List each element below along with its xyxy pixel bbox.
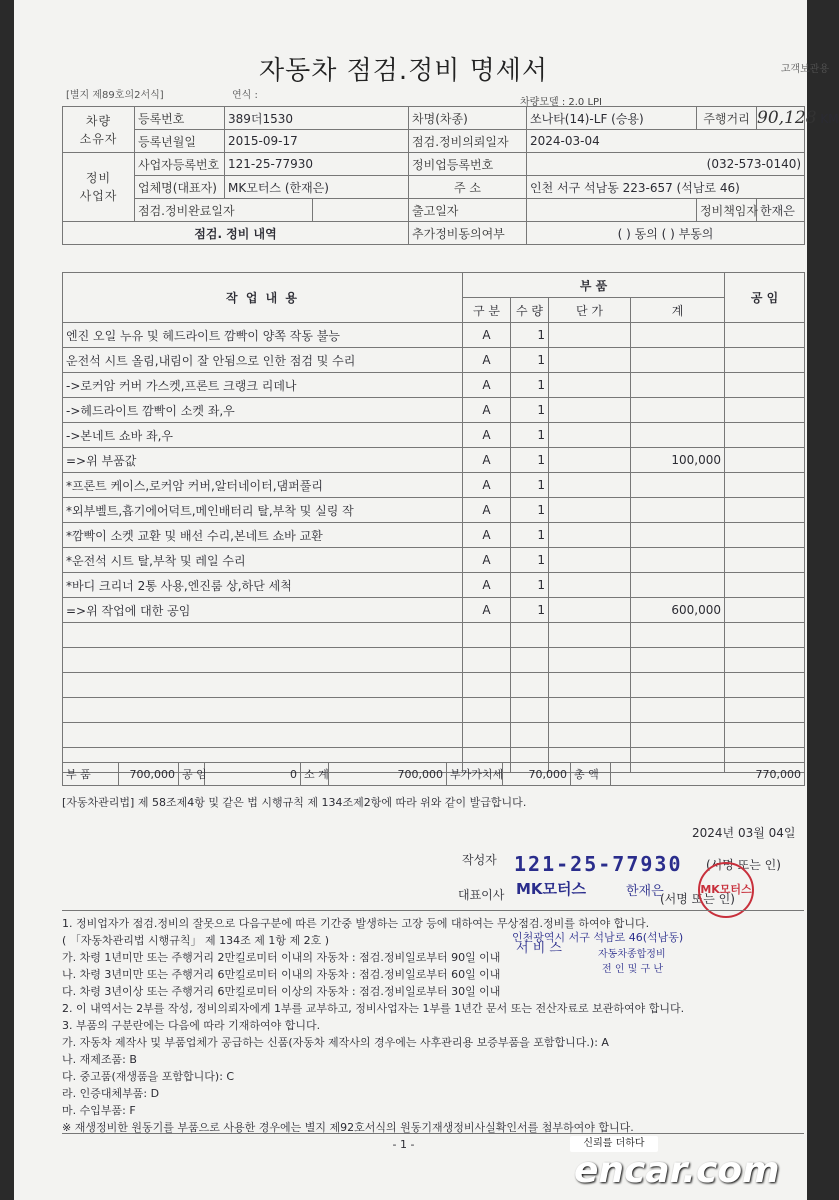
item-unit-cell: [549, 373, 631, 398]
item-labor-cell: [725, 698, 805, 723]
item-total-cell: [631, 548, 725, 573]
table-row: [63, 398, 805, 423]
consent-value: ( ) 동의 ( ) 부동의: [527, 222, 805, 245]
item-kind-cell: [463, 723, 511, 748]
work-items-table: [62, 272, 805, 773]
item-unit-cell: [549, 673, 631, 698]
item-unit-cell: [549, 398, 631, 423]
item-desc-cell: *프론트 케이스,로커암 커버,알터네이터,댐퍼풀리: [63, 473, 463, 498]
table-row: [63, 723, 805, 748]
item-desc-cell: [63, 698, 463, 723]
table-row: [63, 373, 805, 398]
item-labor-cell: [725, 348, 805, 373]
item-kind-cell: A: [463, 523, 511, 548]
item-kind-cell: [463, 673, 511, 698]
notes-section: [62, 910, 804, 1134]
item-desc-cell: [63, 623, 463, 648]
item-qty-cell: [511, 648, 549, 673]
note-line: 다. 차령 3년이상 또는 주행거리 6만킬로미터 이상의 자동차 : 점검.정비일로부터 30일 이내: [62, 985, 501, 998]
vat-value: 70,000: [503, 763, 571, 786]
item-qty-cell: 1: [511, 448, 549, 473]
unit-price-header: 단 가: [549, 298, 631, 323]
item-desc-cell: [63, 723, 463, 748]
writer-stamp: 121-25-77930: [514, 852, 683, 876]
table-row: [63, 473, 805, 498]
item-kind-cell: A: [463, 473, 511, 498]
address-label: 주 소: [409, 176, 527, 199]
reg-no-value: 389더1530: [225, 107, 409, 130]
representative-label: 대표이사: [458, 888, 505, 902]
info-table: [62, 106, 839, 245]
item-total-cell: [631, 723, 725, 748]
consent-label: 추가정비동의여부: [409, 222, 527, 245]
item-desc-cell: *외부벨트,흡기에어덕트,메인배터리 탈,부착 및 실링 작: [63, 498, 463, 523]
item-unit-cell: [549, 548, 631, 573]
note-line: 나. 재제조품: B: [62, 1053, 137, 1066]
kind-header: 구 분: [463, 298, 511, 323]
item-unit-cell: [549, 623, 631, 648]
item-labor-cell: [725, 548, 805, 573]
item-total-cell: [631, 373, 725, 398]
item-total-cell: [631, 648, 725, 673]
document-title: 자동차 점검.정비 명세서: [259, 56, 548, 86]
table-row: [63, 573, 805, 598]
note-line: 나. 차령 3년미만 또는 주행거리 6만킬로미터 이내의 자동차 : 점검.정비일로부터 60일 이내: [62, 968, 501, 981]
item-total-cell: [631, 523, 725, 548]
item-desc-cell: 엔진 오일 누유 및 헤드라이트 깜빡이 양쪽 작동 불능: [63, 323, 463, 348]
vat-label: 부가가치세: [447, 763, 503, 786]
item-kind-cell: A: [463, 598, 511, 623]
company-label: 업체명(대표자): [135, 176, 225, 199]
company-value: MK모터스 (한재은): [225, 176, 409, 199]
note-line: 가. 자동차 제작사 및 부품업체가 공급하는 신품(자동차 제작사의 경우에는 사후관리용 보증부품을 포함합니다.): A: [62, 1036, 609, 1049]
release-date-value: [527, 199, 697, 222]
copy-label: 고객보관용: [780, 64, 829, 75]
item-desc-cell: =>위 부품값: [63, 448, 463, 473]
item-total-cell: [631, 473, 725, 498]
item-labor-cell: [725, 373, 805, 398]
manager-value: 한재은: [757, 199, 805, 222]
item-labor-cell: [725, 598, 805, 623]
item-total-cell: [631, 323, 725, 348]
total-header: 계: [631, 298, 725, 323]
table-row: [63, 648, 805, 673]
item-kind-cell: A: [463, 323, 511, 348]
note-line: ※ 재생정비한 원동기를 부품으로 사용한 경우에는 별지 제92호서식의 원동기재생정비사실확인서를 첨부하여야 합니다.: [62, 1121, 634, 1134]
item-qty-cell: 1: [511, 523, 549, 548]
item-qty-cell: 1: [511, 498, 549, 523]
item-kind-cell: A: [463, 448, 511, 473]
item-desc-cell: 운전석 시트 올림,내림이 잘 안됨으로 인한 점검 및 수리: [63, 348, 463, 373]
item-qty-cell: 1: [511, 473, 549, 498]
item-kind-cell: [463, 648, 511, 673]
address-value: 인천 서구 석남동 223-657 (석남로 46): [527, 176, 805, 199]
grand-total-label: 총 액: [571, 763, 611, 786]
stamp-company-line1: 자동차종합정비: [598, 949, 666, 960]
item-labor-cell: [725, 523, 805, 548]
item-desc-cell: *깜빡이 소켓 교환 및 배선 수리,본네트 쇼바 교환: [63, 523, 463, 548]
note-line: 가. 차령 1년미만 또는 주행거리 2만킬로미터 이내의 자동차 : 점검.정비일로부터 90일 이내: [62, 951, 501, 964]
company-seal: MK모터스: [698, 862, 754, 918]
item-kind-cell: A: [463, 398, 511, 423]
work-column-header: 작 업 내 용: [63, 273, 463, 323]
item-labor-cell: [725, 723, 805, 748]
item-kind-cell: A: [463, 348, 511, 373]
owner-section-label: 차량 소유자: [63, 107, 135, 153]
detail-heading: 점검. 정비 내역: [63, 222, 409, 245]
item-total-cell: 600,000: [631, 598, 725, 623]
qty-header: 수 량: [511, 298, 549, 323]
stamp-company-line2: 전 인 및 구 난: [602, 964, 664, 975]
item-desc-cell: *바디 크리너 2통 사용,엔진룸 상,하단 세척: [63, 573, 463, 598]
item-unit-cell: [549, 348, 631, 373]
grand-total-value: 770,000: [611, 763, 805, 786]
item-labor-cell: [725, 648, 805, 673]
labor-column-header: 공 임: [725, 273, 805, 323]
item-labor-cell: [725, 398, 805, 423]
item-kind-cell: A: [463, 548, 511, 573]
item-unit-cell: [549, 323, 631, 348]
reg-no-label: 등록번호: [135, 107, 225, 130]
item-unit-cell: [549, 648, 631, 673]
note-line: 마. 수입부품: F: [62, 1104, 136, 1117]
mileage-label: 주행거리: [697, 107, 757, 130]
item-total-cell: 100,000: [631, 448, 725, 473]
item-total-cell: [631, 673, 725, 698]
note-line: ( 「자동차관리법 시행규칙」 제 134조 제 1항 제 2호 ): [62, 934, 330, 947]
table-row: [63, 448, 805, 473]
item-kind-cell: [463, 623, 511, 648]
table-row: [63, 673, 805, 698]
subtotal-label: 소 계: [301, 763, 329, 786]
item-unit-cell: [549, 698, 631, 723]
totals-table: [62, 762, 805, 786]
item-unit-cell: [549, 498, 631, 523]
table-row: [63, 623, 805, 648]
table-row: [63, 523, 805, 548]
item-total-cell: [631, 698, 725, 723]
item-labor-cell: [725, 623, 805, 648]
completion-date-value: [313, 199, 409, 222]
work-items-body: [63, 323, 805, 773]
item-qty-cell: [511, 623, 549, 648]
item-kind-cell: [463, 698, 511, 723]
item-qty-cell: 1: [511, 348, 549, 373]
item-qty-cell: 1: [511, 573, 549, 598]
car-name-label: 차명(차종): [409, 107, 527, 130]
item-labor-cell: [725, 448, 805, 473]
request-date-value: 2024-03-04: [527, 130, 805, 153]
representative-stamp: MK모터스: [516, 880, 587, 898]
item-total-cell: [631, 573, 725, 598]
note-line: 라. 인증대체부품: D: [62, 1087, 160, 1100]
item-qty-cell: [511, 723, 549, 748]
item-qty-cell: 1: [511, 398, 549, 423]
table-row: [63, 323, 805, 348]
issue-date: 2024년 03월 04일: [692, 826, 796, 840]
business-section-label: 정비 사업자: [63, 153, 135, 222]
item-unit-cell: [549, 523, 631, 548]
item-labor-cell: [725, 673, 805, 698]
item-desc-cell: =>위 작업에 대한 공임: [63, 598, 463, 623]
item-qty-cell: [511, 698, 549, 723]
item-unit-cell: [549, 423, 631, 448]
parts-column-header: 부 품: [463, 273, 725, 298]
item-unit-cell: [549, 473, 631, 498]
item-kind-cell: A: [463, 423, 511, 448]
note-line: 3. 부품의 구분란에는 다음에 따라 기재하여야 합니다.: [62, 1019, 321, 1032]
manager-label: 정비책임자: [697, 199, 757, 222]
writer-signature-label: (서명 또는 인): [706, 858, 781, 872]
item-desc-cell: [63, 648, 463, 673]
year-label: 연식 :: [232, 90, 258, 101]
note-line: 2. 이 내역서는 2부를 작성, 정비의뢰자에게 1부를 교부하고, 정비사업자는 1부를 1년간 문서 또는 전산자료로 보관하여야 합니다.: [62, 1002, 685, 1015]
watermark-tagline: 신뢰를 더하다: [570, 1136, 658, 1152]
parts-total-label: 부 품: [63, 763, 119, 786]
reg-date-value: 2015-09-17: [225, 130, 409, 153]
completion-date-label: 점검.정비완료일자: [135, 199, 313, 222]
legal-statement: [자동차관리법] 제 58조제4항 및 같은 법 시행규칙 제 134조제2항에 따라 위와 같이 발급합니다.: [62, 796, 527, 809]
item-labor-cell: [725, 423, 805, 448]
representative-name: 한재은: [626, 884, 664, 899]
table-row: [63, 498, 805, 523]
reg-date-label: 등록년월일: [135, 130, 225, 153]
stamp-service: 서 비 스: [516, 941, 562, 956]
vehicle-model: 차량모델 : 2.0 LPI: [520, 97, 602, 108]
item-qty-cell: [511, 673, 549, 698]
item-unit-cell: [549, 573, 631, 598]
labor-total-value: 0: [205, 763, 301, 786]
item-kind-cell: A: [463, 573, 511, 598]
watermark-brand: encar.com: [574, 1150, 780, 1191]
item-unit-cell: [549, 723, 631, 748]
table-row: [63, 423, 805, 448]
note-line: 1. 정비업자가 점검.정비의 잘못으로 다음구분에 따른 기간중 발생하는 고장 등에 대하여는 무상점검.정비를 하여야 합니다.: [62, 917, 650, 930]
item-desc-cell: [63, 673, 463, 698]
item-unit-cell: [549, 448, 631, 473]
item-qty-cell: 1: [511, 373, 549, 398]
item-desc-cell: ->로커암 커버 가스켓,프론트 크랭크 리데나: [63, 373, 463, 398]
biz-no-value: 121-25-77930: [225, 153, 409, 176]
item-total-cell: [631, 348, 725, 373]
subtotal-value: 700,000: [329, 763, 447, 786]
table-row: [63, 548, 805, 573]
item-kind-cell: A: [463, 373, 511, 398]
table-row: [63, 698, 805, 723]
item-kind-cell: A: [463, 498, 511, 523]
representative-signature-label: (서명 또는 인): [660, 892, 735, 906]
item-total-cell: [631, 623, 725, 648]
repair-reg-label: 정비업등록번호: [409, 153, 527, 176]
item-desc-cell: ->헤드라이트 깜빡이 소켓 좌,우: [63, 398, 463, 423]
stamp-address: 인천광역시 서구 석남로 46(석남동): [512, 931, 684, 944]
item-desc-cell: *운전석 시트 탈,부착 및 레일 수리: [63, 548, 463, 573]
item-labor-cell: [725, 573, 805, 598]
table-row: [63, 598, 805, 623]
parts-total-value: 700,000: [119, 763, 179, 786]
item-total-cell: [631, 423, 725, 448]
mileage-value: 90,128: [757, 108, 817, 128]
note-line: 다. 중고품(재생품을 포함합니다): C: [62, 1070, 235, 1083]
form-number: [별지 제89호의2서식]: [66, 90, 164, 101]
item-labor-cell: [725, 473, 805, 498]
labor-total-label: 공 임: [179, 763, 205, 786]
item-total-cell: [631, 498, 725, 523]
mileage-cell: [757, 107, 839, 130]
item-total-cell: [631, 398, 725, 423]
item-qty-cell: 1: [511, 423, 549, 448]
item-qty-cell: 1: [511, 323, 549, 348]
table-row: [63, 348, 805, 373]
biz-no-label: 사업자등록번호: [135, 153, 225, 176]
item-qty-cell: 1: [511, 598, 549, 623]
item-desc-cell: ->본네트 쇼바 좌,우: [63, 423, 463, 448]
item-unit-cell: [549, 598, 631, 623]
release-date-label: 출고일자: [409, 199, 527, 222]
item-labor-cell: [725, 323, 805, 348]
request-date-label: 점검.정비의뢰일자: [409, 130, 527, 153]
phone-value: (032-573-0140): [527, 153, 805, 176]
item-labor-cell: [725, 498, 805, 523]
item-qty-cell: 1: [511, 548, 549, 573]
page-number: - 1 -: [392, 1138, 415, 1151]
car-name-value: 쏘나타(14)-LF (승용): [527, 107, 697, 130]
mileage-unit: KM: [820, 112, 839, 126]
writer-label: 작성자: [462, 853, 497, 867]
